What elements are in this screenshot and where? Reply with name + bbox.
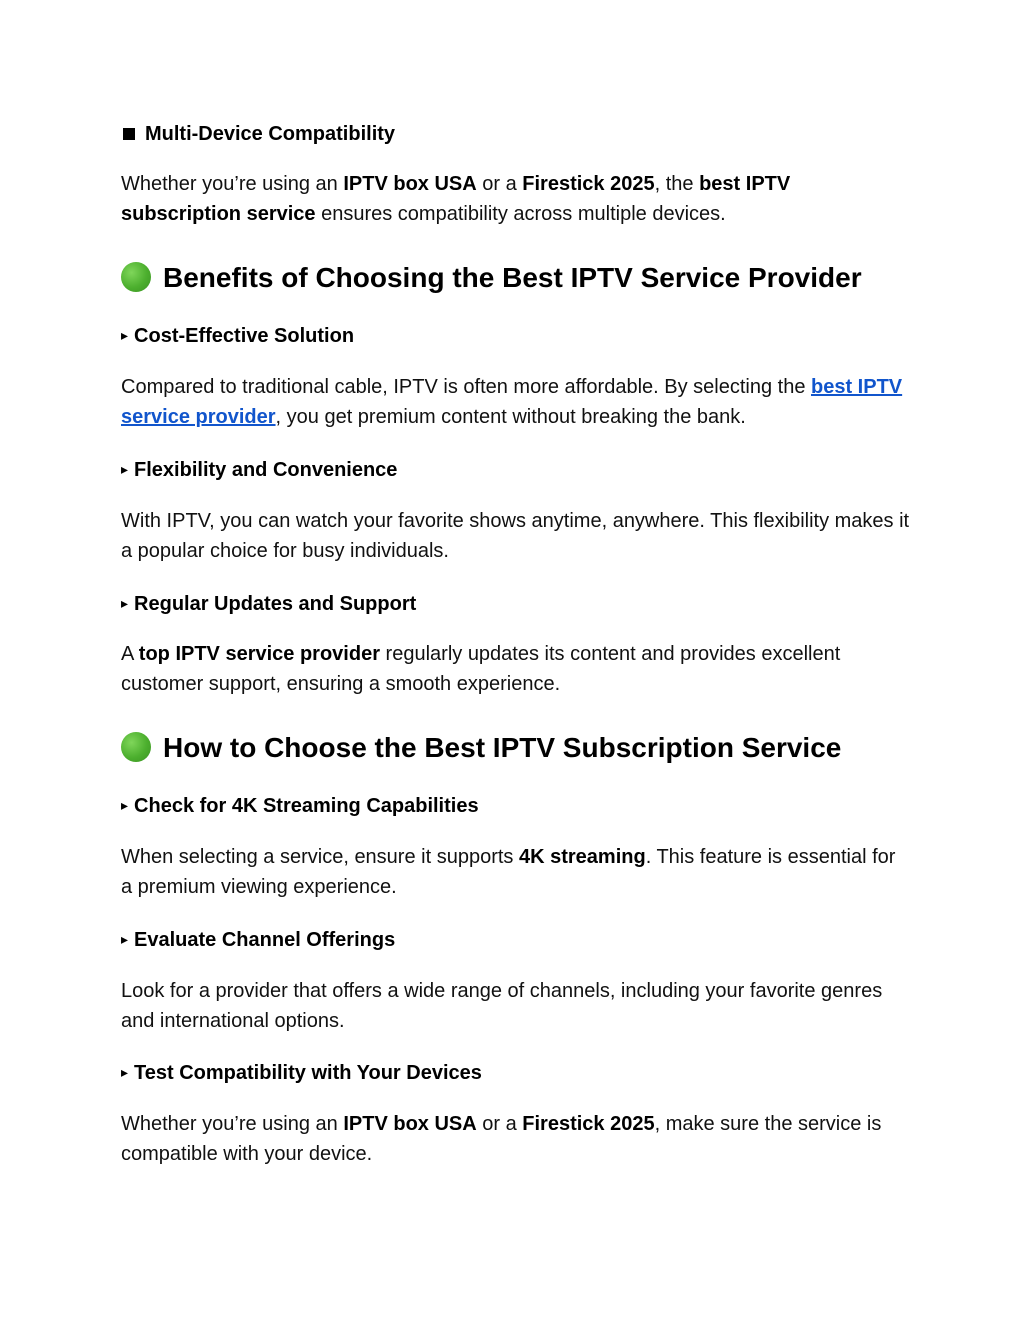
subheading-multi-device: Multi-Device Compatibility [121, 121, 395, 147]
paragraph-regular-updates: A top IPTV service provider regularly updates its content and provides excellent customer support, ensuring a smooth experience. [121, 643, 841, 695]
best-iptv-provider-link[interactable]: best IPTV service provider [121, 376, 903, 428]
green-circle-icon [121, 262, 151, 292]
paragraph-cost-effective: Compared to traditional cable, IPTV is often more affordable. By selecting the best IPTV service provider, you get premium content without breaking the bank. [121, 376, 903, 428]
triangle-bullet-icon: ▸ [121, 797, 129, 813]
paragraph-flexibility: With IPTV, you can watch your favorite shows anytime, anywhere. This flexibility makes it a popular choice for busy individuals. [121, 510, 910, 562]
subheading-cost-effective: ▸ Cost-Effective Solution [121, 323, 354, 350]
triangle-bullet-icon: ▸ [121, 1064, 129, 1080]
subheading-test-compatibility: ▸ Test Compatibility with Your Devices [121, 1060, 482, 1087]
triangle-bullet-icon: ▸ [121, 595, 129, 611]
paragraph-channel-offerings: Look for a provider that offers a wide range of channels, including your favorite genres and international options. [121, 980, 883, 1032]
subheading-flexibility: ▸ Flexibility and Convenience [121, 457, 397, 484]
triangle-bullet-icon: ▸ [121, 327, 129, 343]
green-circle-icon [121, 732, 151, 762]
paragraph-4k-streaming: When selecting a service, ensure it supports 4K streaming. This feature is essential for a premium viewing experience. [121, 846, 896, 898]
square-bullet-icon [123, 128, 135, 140]
paragraph-test-compatibility: Whether you’re using an IPTV box USA or a Firestick 2025, make sure the service is compatible with your device. [121, 1113, 882, 1165]
triangle-bullet-icon: ▸ [121, 461, 129, 477]
paragraph-multi-device: Whether you’re using an IPTV box USA or a Firestick 2025, the best IPTV subscription service ensures compatibility across multiple devices. [121, 173, 791, 225]
section-heading-benefits: Benefits of Choosing the Best IPTV Service Provider [121, 260, 862, 296]
section-heading-how-to-choose: How to Choose the Best IPTV Subscription Service [121, 730, 841, 766]
triangle-bullet-icon: ▸ [121, 931, 129, 947]
subheading-channel-offerings: ▸ Evaluate Channel Offerings [121, 927, 395, 954]
subheading-regular-updates: ▸ Regular Updates and Support [121, 591, 416, 618]
subheading-4k-streaming: ▸ Check for 4K Streaming Capabilities [121, 793, 479, 820]
